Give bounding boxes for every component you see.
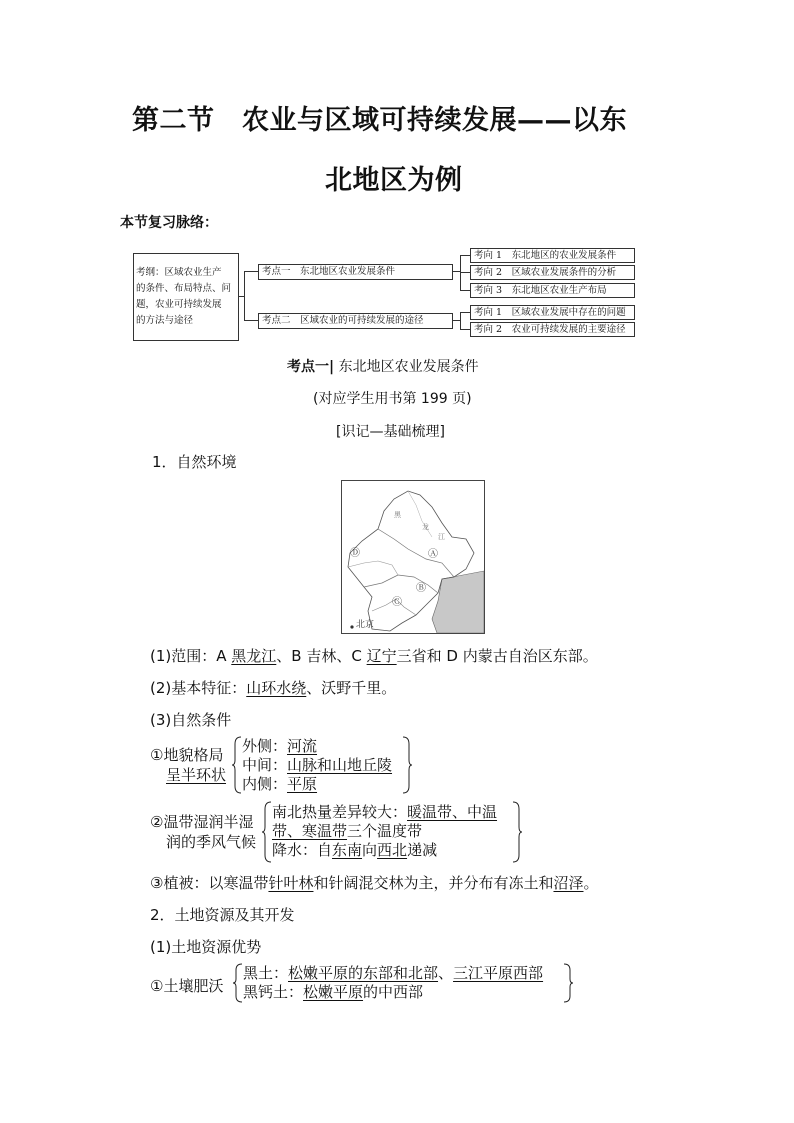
p1-dir-3: 考向 3 东北地区农业生产布局: [470, 283, 635, 298]
p2-dir-1: 考向 1 区域农业发展中存在的问题: [470, 305, 635, 320]
s1-heading: 1．自然环境: [152, 453, 237, 471]
map-label-d: Ⓓ: [350, 548, 360, 559]
text: 黑钙土：: [243, 983, 304, 1001]
text: 黑土：: [243, 964, 289, 982]
outline-line: 的条件、布局特点、问: [136, 283, 232, 294]
map-label-a: Ⓐ: [428, 549, 438, 560]
climate-list: [272, 803, 497, 860]
outline-line: 题，农业可持续发展: [136, 299, 222, 310]
s2-sub: (1)土地资源优势: [150, 938, 262, 956]
underline-answer: 辽宁: [366, 647, 397, 665]
section-ref: (对应学生用书第 199 页): [313, 391, 472, 407]
climate-label: [150, 812, 256, 852]
underline-answer: 呈半环状: [166, 766, 227, 784]
underline-answer: 平原: [287, 775, 318, 793]
text: 润的季风气候: [166, 833, 257, 851]
text: 南北热量差异较大：: [272, 803, 408, 821]
map-label-hei: 黑: [394, 511, 401, 519]
map-label-long: 龙: [422, 523, 429, 531]
section-title: 东北地区农业发展条件: [338, 359, 479, 375]
text: 、沃野千里。: [306, 679, 397, 697]
underline-answer: 西北: [377, 841, 408, 859]
underline-answer: 黑龙江: [231, 647, 277, 665]
left-brace: [233, 963, 243, 1003]
outline-box: [133, 253, 239, 341]
underline-answer: 三江平原西部: [453, 964, 544, 982]
underline-answer: 带、寒温带: [272, 822, 348, 840]
section-heading: 考点一| 东北地区农业发展条件: [287, 359, 479, 375]
underline-answer: 针叶林: [268, 874, 314, 892]
point1-box: 考点一 东北地区农业发展条件: [258, 264, 453, 280]
right-brace: [512, 801, 522, 863]
text: 降水：自: [272, 841, 333, 859]
outline-line: 的方法与途径: [136, 315, 194, 326]
terrain-label: [150, 745, 226, 785]
text: ②温带湿润半湿: [150, 813, 254, 831]
underline-answer: 松嫩平原的东部和北部: [288, 964, 439, 982]
text: 和针阔混交林为主，并分布有冻土和: [313, 874, 554, 892]
outline-line: 考纲：区域农业生产: [136, 267, 222, 278]
left-brace: [232, 736, 242, 794]
text: 。: [583, 874, 599, 892]
text: (1)范围：A: [150, 647, 232, 665]
underline-answer: 山脉和山地丘陵: [287, 756, 393, 774]
text: 内侧：: [242, 775, 288, 793]
right-brace: [563, 963, 573, 1003]
text: (2)基本特征：: [150, 679, 247, 697]
page-title-line2: 北地区为例: [325, 165, 463, 196]
text: ①地貌格局: [150, 746, 224, 764]
p1-dir-2: 考向 2 区域农业发展条件的分析: [470, 265, 635, 280]
map-figure: [341, 480, 485, 634]
text: 递减: [407, 841, 438, 859]
text: 三个温度带: [347, 822, 423, 840]
section-sub: [识记—基础梳理]: [336, 424, 445, 440]
underline-answer: 河流: [287, 737, 318, 755]
section-prefix: 考点一: [287, 359, 329, 375]
p1-dir-1: 考向 1 东北地区的农业发展条件: [470, 248, 635, 263]
page-title-line1: 第二节 农业与区域可持续发展——以东: [132, 105, 627, 136]
underline-answer: 沼泽: [553, 874, 584, 892]
soil-list: [243, 964, 543, 1002]
map-label-c: Ⓒ: [392, 597, 402, 608]
map-label-b: Ⓑ: [416, 583, 426, 594]
point2-box: 考点二 区域农业的可持续发展的途径: [258, 313, 453, 329]
underline-answer: 东南: [332, 841, 363, 859]
map-label-jiang: 江: [438, 533, 445, 541]
p2-dir-2: 考向 2 农业可持续发展的主要途径: [470, 322, 635, 337]
right-brace: [402, 736, 412, 794]
map-label-beijing: 北京: [356, 620, 375, 630]
text: 、B 吉林、C: [276, 647, 367, 665]
left-brace: [262, 801, 272, 863]
range-line: [150, 645, 598, 666]
text: 的中西部: [363, 983, 424, 1001]
text: 中间：: [242, 756, 288, 774]
terrain-list: [242, 737, 392, 794]
text: 向: [362, 841, 378, 859]
text: 、: [438, 964, 454, 982]
review-label: 本节复习脉络：: [120, 215, 218, 231]
feature-line: [150, 677, 396, 698]
conditions-label: (3)自然条件: [150, 711, 232, 729]
text: 三省和 D 内蒙古自治区东部。: [396, 647, 598, 665]
underline-answer: 松嫩平原: [303, 983, 364, 1001]
text: 外侧：: [242, 737, 288, 755]
soil-label: ①土壤肥沃: [150, 977, 224, 995]
underline-answer: 山环水绕: [246, 679, 307, 697]
northeast-map: [342, 481, 484, 633]
underline-answer: 暖温带、中温: [407, 803, 498, 821]
s2-heading: 2．土地资源及其开发: [150, 906, 295, 924]
vegetation-line: [150, 872, 599, 893]
text: ③植被：以寒温带: [150, 874, 269, 892]
